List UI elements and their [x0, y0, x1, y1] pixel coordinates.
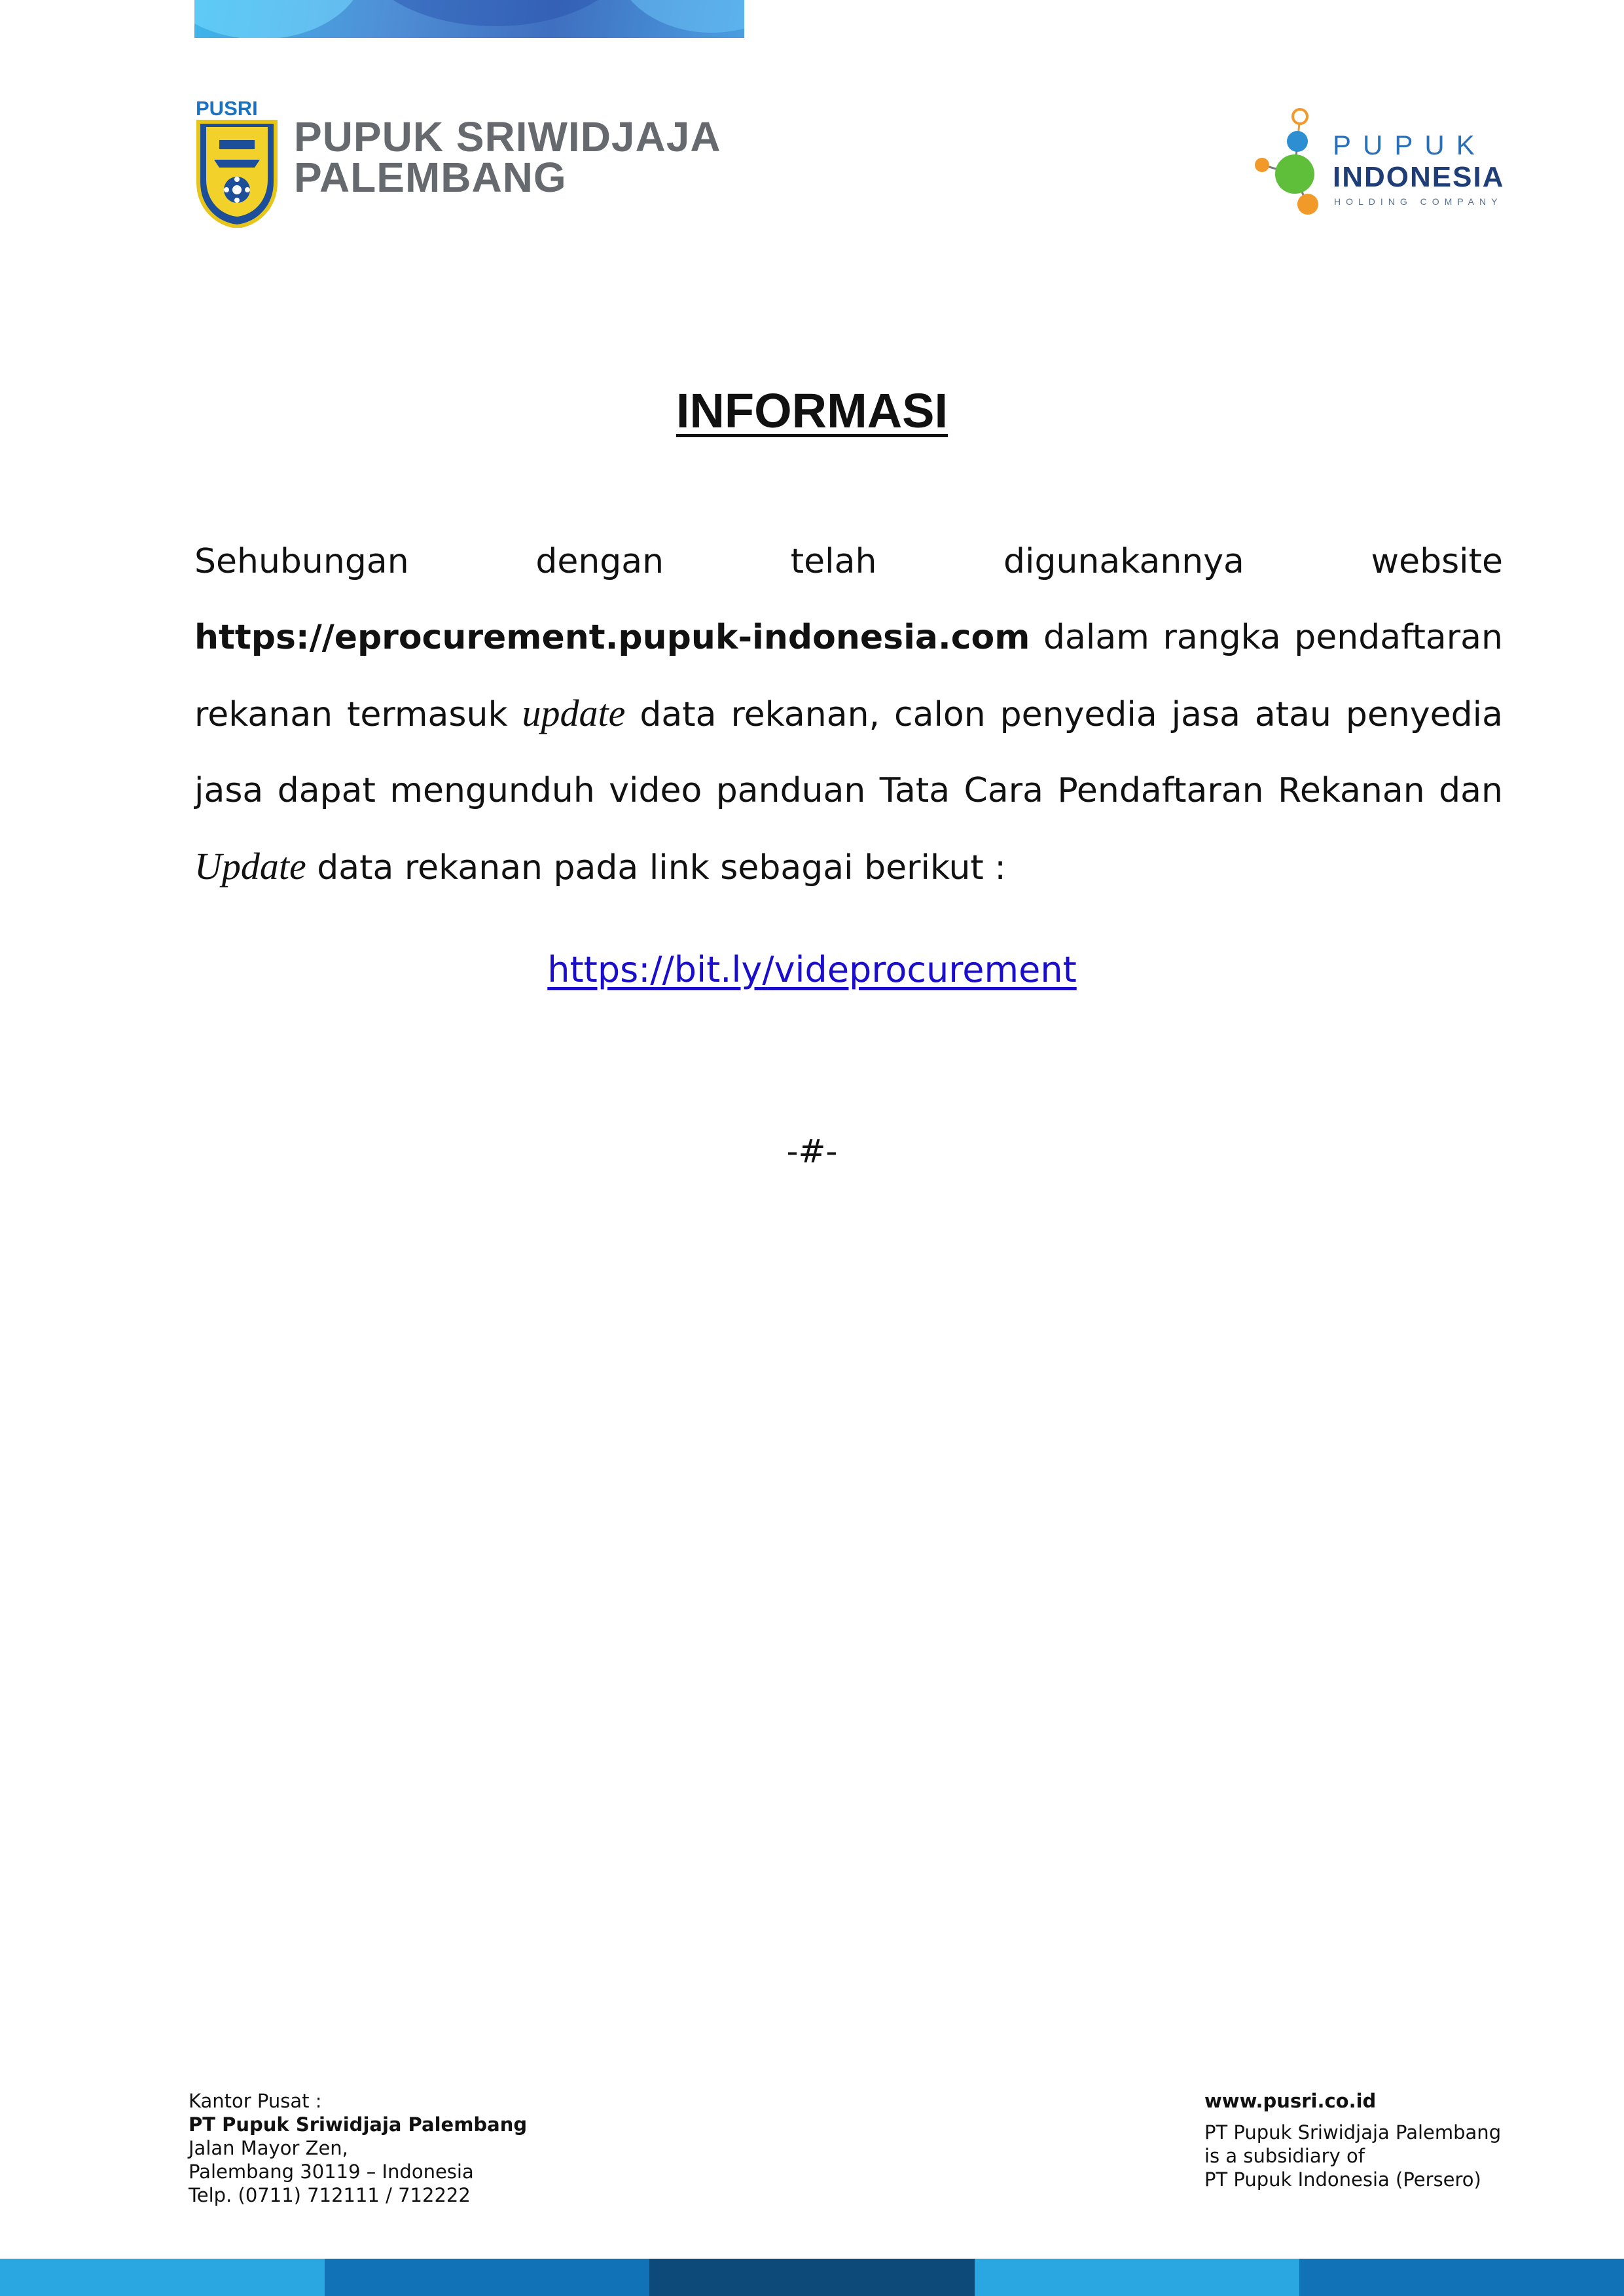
pi-word-holding: HOLDING COMPANY	[1334, 196, 1503, 207]
footer-company-name: PT Pupuk Sriwidjaja Palembang	[189, 2113, 528, 2136]
eprocurement-website: https://eprocurement.pupuk-indonesia.com	[194, 618, 1030, 657]
molecule-icon	[1249, 105, 1327, 223]
footer-office-label: Kantor Pusat :	[189, 2090, 322, 2112]
svg-text:PUSRI: PUSRI	[196, 97, 258, 120]
color-bar-segment	[649, 2259, 974, 2296]
paragraph-text-4: data rekanan pada link sebagai berikut :	[306, 848, 1006, 888]
footer-subsidiary-line1: PT Pupuk Sriwidjaja Palembang	[1204, 2121, 1502, 2144]
footer-address-line1: Jalan Mayor Zen,	[189, 2137, 348, 2159]
color-bar-segment	[325, 2259, 649, 2296]
color-bar-segment	[1299, 2259, 1624, 2296]
pusri-shield-icon	[194, 97, 280, 228]
body-paragraph	[194, 524, 1503, 906]
footer-address-line2: Palembang 30119 – Indonesia	[189, 2161, 474, 2183]
footer-color-bar	[0, 2259, 1624, 2296]
footer-subsidiary-line2: is a subsidiary of	[1204, 2145, 1365, 2167]
color-bar-segment	[0, 2259, 325, 2296]
pi-word-pupuk: PUPUK	[1333, 130, 1487, 160]
paragraph-text-2: dalam rangka pendaftaran rekanan termasuk	[194, 618, 1503, 734]
paragraph-text-1: Sehubungan dengan telah digunakannya website	[194, 542, 1503, 581]
pusri-name-line2: PALEMBANG	[294, 154, 567, 201]
pupuk-indonesia-logo	[1249, 105, 1504, 223]
update-term: update	[522, 692, 626, 734]
pi-word-indonesia: INDONESIA	[1333, 161, 1505, 193]
video-guide-link[interactable]: https://bit.ly/videprocurement	[547, 949, 1077, 990]
pusri-company-name	[294, 113, 721, 201]
pusri-logo	[194, 97, 744, 228]
paragraph-text-3: data rekanan, calon penyedia jasa atau penyedia jasa dapat mengunduh video panduan Tata Cara Pendaftaran Rekanan dan	[194, 695, 1503, 810]
footer-subsidiary-info	[1204, 2089, 1501, 2191]
top-banner	[194, 0, 744, 38]
pusri-name-line1: PUPUK SRIWIDJAJA	[294, 113, 721, 160]
footer-subsidiary-line3: PT Pupuk Indonesia (Persero)	[1204, 2168, 1481, 2191]
footer-head-office	[189, 2089, 527, 2207]
document-title: INFORMASI	[676, 384, 948, 438]
footer-website[interactable]: www.pusri.co.id	[1204, 2090, 1377, 2112]
footer-phone: Telp. (0711) 712111 / 712222	[189, 2184, 471, 2206]
color-bar-segment	[975, 2259, 1299, 2296]
end-mark: -#-	[786, 1132, 838, 1170]
update-term-capital: Update	[194, 845, 306, 888]
